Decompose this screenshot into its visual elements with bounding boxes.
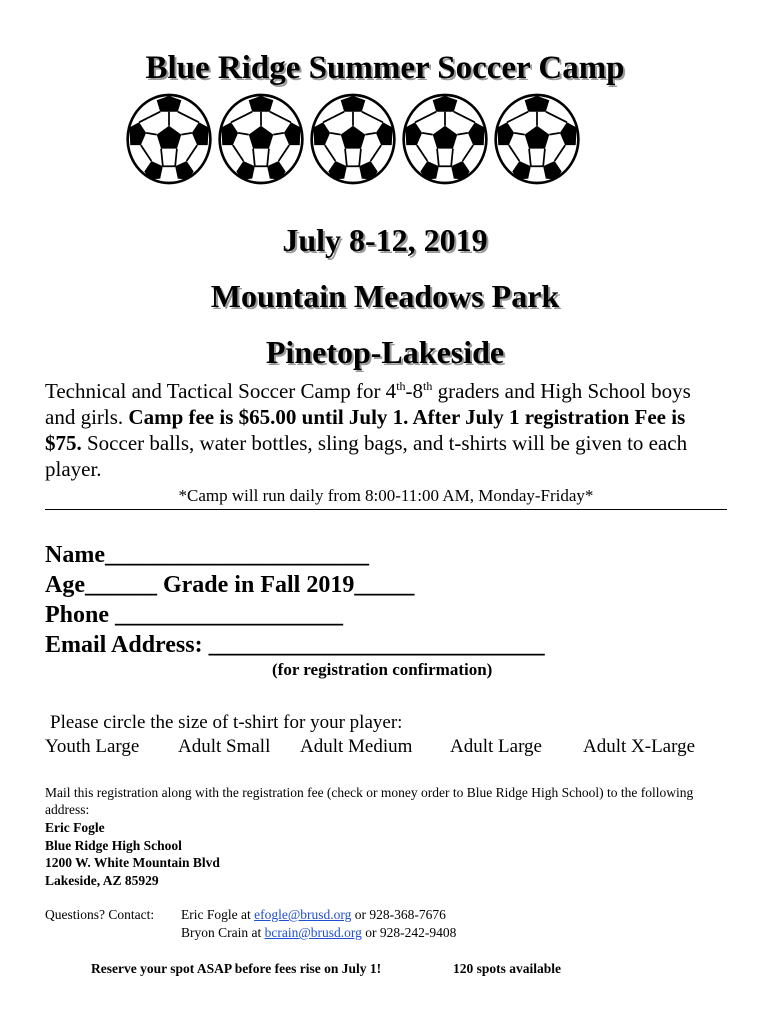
reserve-note: Reserve your spot ASAP before fees rise on July 1! xyxy=(91,961,382,976)
contact-eric: Eric Fogle at efogle@brusd.org or 928-368-7676 xyxy=(181,907,446,922)
spots-available: 120 spots available xyxy=(453,961,562,976)
soccer-ball-icon xyxy=(401,92,489,186)
camp-fee: Camp fee is $65.00 until July 1. After July 1 registration Fee is $75. xyxy=(45,405,686,455)
email-field[interactable]: Email Address: ____________________________ xyxy=(45,632,545,658)
mail-instructions: Mail this registration along with the registration fee (check or money order to Blue Ridge High School) to the following address: xyxy=(45,785,694,817)
soccer-ball-icon xyxy=(493,92,581,186)
soccer-ball-icon xyxy=(125,92,213,186)
address-line: 1200 W. White Mountain Blvd xyxy=(45,855,220,870)
shirt-size-option[interactable]: Adult X-Large xyxy=(583,736,696,757)
registration-form xyxy=(45,540,545,660)
email-note: (for registration confirmation) xyxy=(272,660,493,679)
shirt-size-option[interactable]: Adult Small xyxy=(178,736,271,757)
address-line: Lakeside, AZ 85929 xyxy=(45,872,159,888)
age-grade-field[interactable]: Age______ Grade in Fall 2019_____ xyxy=(45,572,415,598)
shirt-size-option[interactable]: Adult Medium xyxy=(300,736,413,757)
camp-dates: July 8-12, 2019 xyxy=(282,222,488,258)
address-line: Eric Fogle xyxy=(45,820,105,835)
soccer-ball-icon xyxy=(217,92,305,186)
page-title: Blue Ridge Summer Soccer Camp xyxy=(145,50,625,86)
name-field[interactable]: Name______________________ xyxy=(45,542,369,568)
soccer-ball-icon xyxy=(309,92,397,186)
contact-bryon: Bryon Crain at bcrain@brusd.org or 928-242-9408 xyxy=(181,925,457,940)
shirt-size-prompt: Please circle the size of t-shirt for your player: xyxy=(50,712,403,733)
contact-label: Questions? Contact: xyxy=(45,907,155,922)
phone-field[interactable]: Phone ___________________ xyxy=(45,602,344,628)
address-line: Blue Ridge High School xyxy=(45,837,182,853)
email-link[interactable]: efogle@brusd.org xyxy=(254,907,352,922)
camp-venue: Mountain Meadows Park xyxy=(210,278,560,314)
email-link[interactable]: bcrain@brusd.org xyxy=(264,925,362,940)
camp-town: Pinetop-Lakeside xyxy=(265,334,505,370)
shirt-size-option[interactable]: Youth Large xyxy=(45,736,140,757)
soccer-ball-row xyxy=(125,92,581,186)
contact-list xyxy=(181,906,456,942)
schedule-note: *Camp will run daily from 8:00-11:00 AM, Monday-Friday* xyxy=(45,486,727,510)
shirt-size-option[interactable]: Adult Large xyxy=(450,736,542,757)
camp-description: Technical and Tactical Soccer Camp for 4th-8th graders and High School boys and girls. Camp fee is $65.00 until July 1. After July 1 registration Fee is $75. Soccer balls, water bottles, sling bags, and t-shirts will be given to each player. xyxy=(45,379,691,481)
mailing-address xyxy=(45,819,220,889)
